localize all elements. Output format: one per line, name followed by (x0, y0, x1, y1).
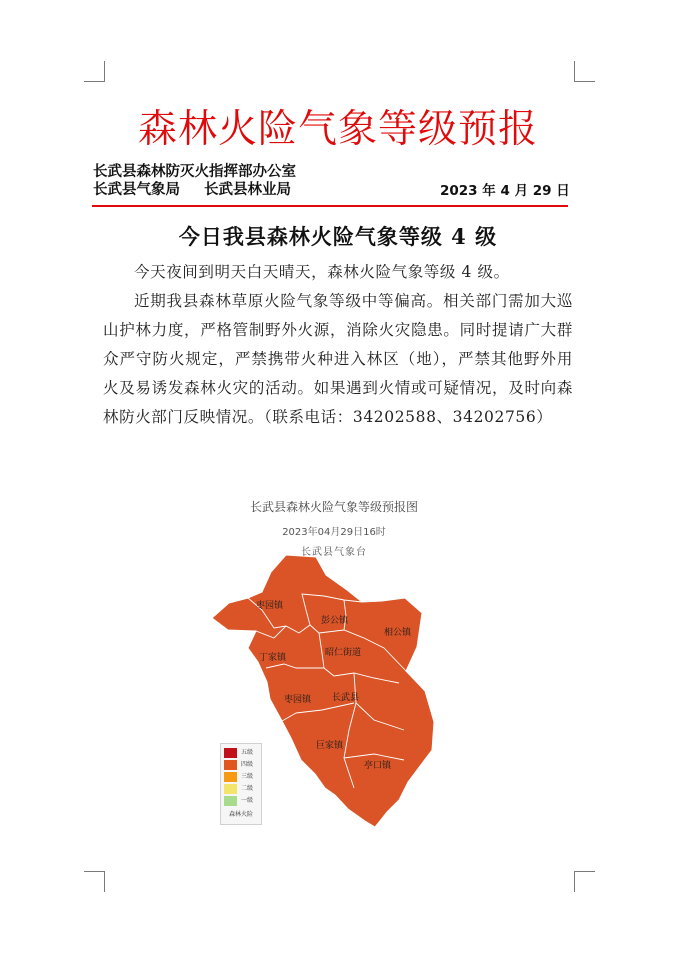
legend-label: 一级 (241, 797, 254, 804)
town-label: 亭口镇 (364, 761, 392, 771)
town-label: 彭公镇 (321, 616, 349, 626)
town-label: 枣园镇 (284, 695, 312, 705)
crop-mark-bottom-left (84, 871, 105, 892)
issue-date: 2023 年 4 月 29 日 (440, 183, 570, 199)
town-label: 枣园镇 (256, 601, 284, 611)
crop-mark-bottom-right (574, 871, 595, 892)
legend-label: 四级 (241, 761, 254, 768)
map-title: 长武县森林火险气象等级预报图 (249, 500, 418, 514)
issuer-weather-bureau: 长武县气象局 (93, 182, 180, 198)
forecast-headline: 今日我县森林火险气象等级 4 级 (178, 224, 498, 249)
legend-swatch (224, 772, 237, 782)
town-label: 长武县 (332, 693, 360, 703)
advisory-paragraph: 近期我县森林草原火险气象等级中等偏高。相关部门需加大巡山护林力度，严格管制野外火源，消除火灾隐患。同时提请广大群众严守防火规定，严禁携带火种进入林区（地），严禁其他野外用火及易诱发森林火灾的活动。如果遇到火情或可疑情况，及时向森林防火部门反映情况。（联系电话：34202588、34202756） (103, 292, 573, 426)
legend-swatch (224, 748, 237, 758)
town-label: 昭仁街道 (325, 648, 362, 658)
map-agency: 长武县气象台 (301, 547, 367, 558)
document-title: 森林火险气象等级预报 (137, 107, 538, 152)
legend-label: 三级 (241, 773, 254, 780)
issuer-command-office: 长武县森林防灭火指挥部办公室 (93, 164, 296, 180)
legend-label: 二级 (241, 785, 254, 792)
forecast-paragraph: 今天夜间到明天白天晴天，森林火险气象等级 4 级。 (134, 263, 510, 281)
town-label: 巨家镇 (316, 741, 344, 751)
crop-mark-top-left (84, 61, 105, 82)
town-label: 丁家镇 (259, 653, 287, 663)
legend-caption: 森林火险 (228, 811, 253, 818)
header-divider (92, 205, 568, 207)
legend-label: 五级 (241, 749, 254, 756)
issuer-forestry-bureau: 长武县林业局 (204, 182, 291, 198)
crop-mark-top-right (574, 61, 595, 82)
map-legend (220, 743, 262, 825)
legend-swatch (224, 784, 237, 794)
legend-swatch (224, 760, 237, 770)
map-issue-time: 2023年04月29日16时 (282, 527, 386, 538)
town-label: 相公镇 (384, 628, 412, 638)
legend-swatch (224, 796, 237, 806)
